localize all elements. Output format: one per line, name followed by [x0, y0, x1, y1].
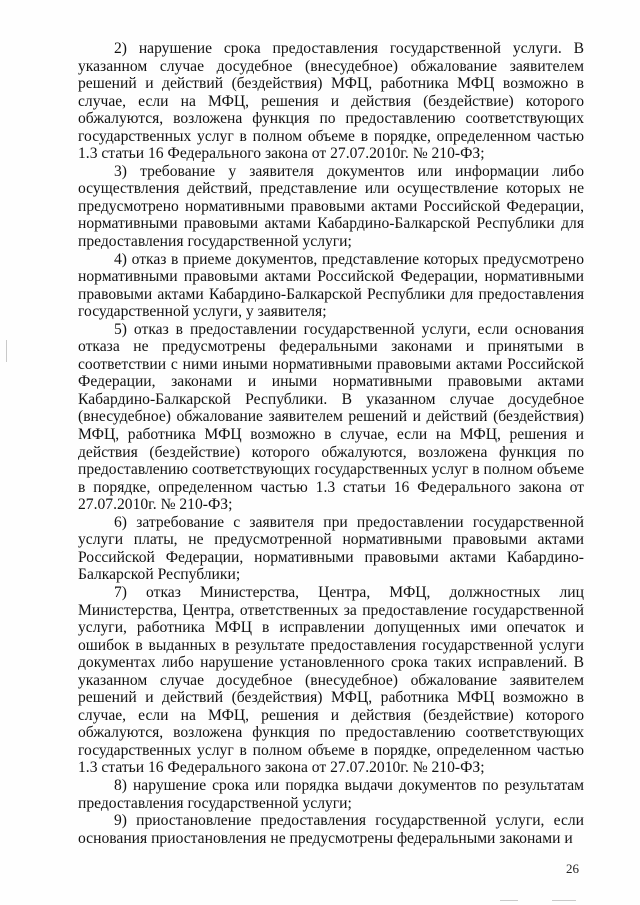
paragraph-item-5: 5) отказ в предоставлении государственной услуги, если основания отказа не предусмотрены федеральными законами и принятыми в соответствии с ними иными нормативными правовыми актами Российской Федерации, законами и иными нормативными правовыми актами Кабардино-Балкарской Республики. В указанном случае досудебное (внесудебное) обжалование заявителем решений и действий (бездействия) МФЦ, работника МФЦ возможно в случае, если на МФЦ, решения и действия (бездействие) которого обжалуются, возложена функция по предоставлению соответствующих государственных услуг в полном объеме в порядке, определенном частью 1.3 статьи 16 Федерального закона от 27.07.2010г. № 210-ФЗ;	[78, 320, 584, 514]
paragraph-item-7: 7) отказ Министерства, Центра, МФЦ, должностных лиц Министерства, Центра, ответственных за предоставление государственной услуги, работника МФЦ в исправлении допущенных ими опечаток и ошибок в выданных в результате предоставления государственной услуги документах либо нарушение установленного срока таких исправлений. В указанном случае досудебное (внесудебное) обжалование заявителем решений и действий (бездействия) МФЦ, работника МФЦ возможно в случае, если на МФЦ, решения и действия (бездействие) которого обжалуются, возложена функция по предоставлению соответствующих государственных услуг в полном объеме в порядке, определенном частью 1.3 статьи 16 Федерального закона от 27.07.2010г. № 210-ФЗ;	[78, 583, 584, 777]
paragraph-item-2: 2) нарушение срока предоставления государственной услуги. В указанном случае досудебное (внесудебное) обжалование заявителем решений и действий (бездействия) МФЦ, работника МФЦ возможно в случае, если на МФЦ, решения и действия (бездействие) которого обжалуются, возложена функция по предоставлению соответствующих государственных услуг в полном объеме в порядке, определенном частью 1.3 статьи 16 Федерального закона от 27.07.2010г. № 210-ФЗ;	[78, 40, 584, 163]
scan-edge-mark	[6, 340, 7, 362]
paragraph-item-8: 8) нарушение срока или порядка выдачи документов по результатам предоставления государственной услуги;	[78, 776, 584, 812]
paragraph-item-3: 3) требование у заявителя документов или информации либо осуществления действий, представление или осуществление которых не предусмотрено нормативными правовыми актами Российской Федерации, нормативными правовыми актами Кабардино-Балкарской Республики для предоставления государственной услуги;	[78, 162, 584, 251]
document-body	[78, 40, 584, 847]
page-number: 26	[566, 861, 579, 876]
scan-edge-mark	[500, 900, 518, 901]
paragraph-item-9: 9) приостановление предоставления государственной услуги, если основания приостановления не предусмотрены федеральными законами и	[78, 812, 584, 847]
paragraph-item-4: 4) отказ в приеме документов, представление которых предусмотрено нормативными правовыми актами Российской Федерации, нормативными правовыми актами Кабардино-Балкарской Республики для предоставления государственной услуги, у заявителя;	[78, 250, 584, 321]
paragraph-item-6: 6) затребование с заявителя при предоставлении государственной услуги платы, не предусмотренной нормативными правовыми актами Российской Федерации, нормативными правовыми актами Кабардино-Балкарской Республики;	[78, 513, 584, 584]
scan-edge-mark	[552, 900, 576, 901]
